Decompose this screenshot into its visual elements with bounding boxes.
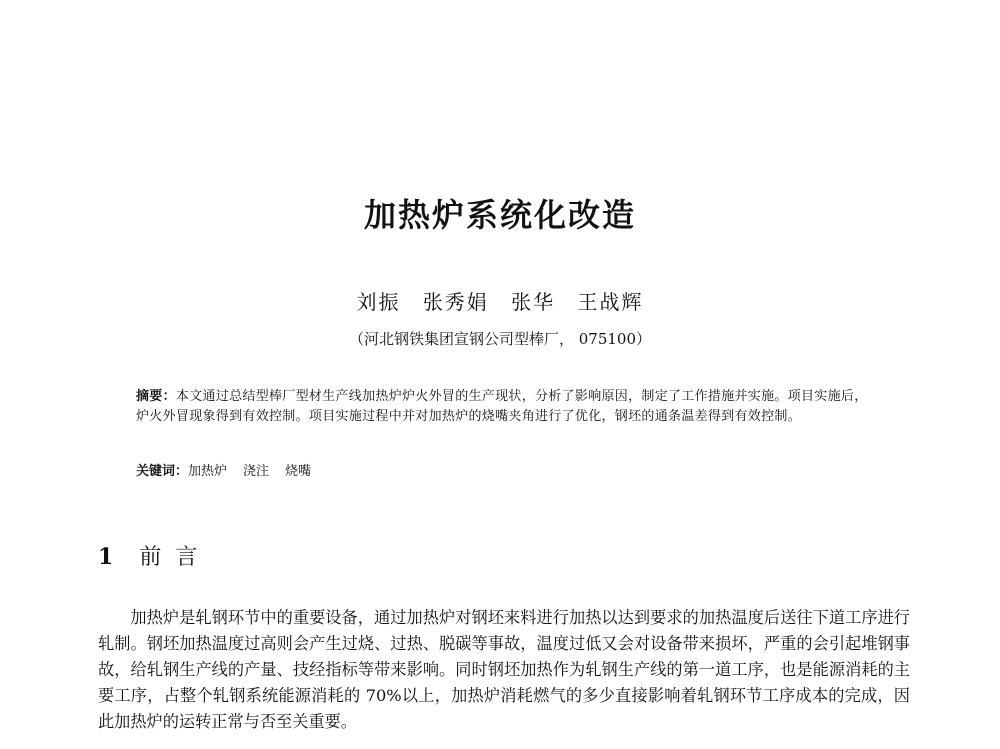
keywords	[136, 462, 876, 482]
abstract-text: 本文通过总结型棒厂型材生产线加热炉炉火外冒的生产现状，分析了影响原因，制定了工作措施并实施。项目实施后，炉火外冒现象得到有效控制。项目实施过程中并对加热炉的烧嘴夹角进行了优化，钢坯的通条温差得到有效控制。	[136, 389, 868, 424]
keywords-label: 关键词：	[136, 464, 189, 479]
abstract	[136, 387, 876, 427]
paper-title: 加热炉系统化改造	[363, 196, 636, 234]
author-name: 张秀娟	[422, 290, 489, 314]
author-name: 王战辉	[577, 290, 644, 314]
author-list	[0, 286, 1000, 315]
author-name: 刘振	[356, 290, 401, 314]
keyword: 烧嘴	[285, 464, 312, 479]
abstract-label: 摘要：	[136, 389, 176, 404]
author-name: 张华	[511, 290, 556, 314]
author-affiliation: （河北钢铁集团宣钢公司型棒厂， 075100）	[348, 330, 652, 348]
keyword: 加热炉	[188, 464, 228, 479]
section-title: 前言	[139, 545, 212, 570]
section-number: 1	[98, 544, 114, 570]
section-heading	[98, 540, 211, 571]
section-paragraph: 加热炉是轧钢环节中的重要设备，通过加热炉对钢坯来料进行加热以达到要求的加热温度后送往下道工序进行轧制。钢坯加热温度过高则会产生过烧、过热、脱碳等事故，温度过低又会对设备带来损坏，严重的会引起堆钢事故，给轧钢生产线的产量、技经指标等带来影响。同时钢坯加热作为轧钢生产线的第一道工序，也是能源消耗的主要工序，占整个轧钢系统能源消耗的 70%以上，加热炉消耗燃气的多少直接影响着轧钢环节工序成本的完成，因此加热炉的运转正常与否至关重要。	[98, 608, 910, 731]
keyword: 浇注	[243, 464, 270, 479]
